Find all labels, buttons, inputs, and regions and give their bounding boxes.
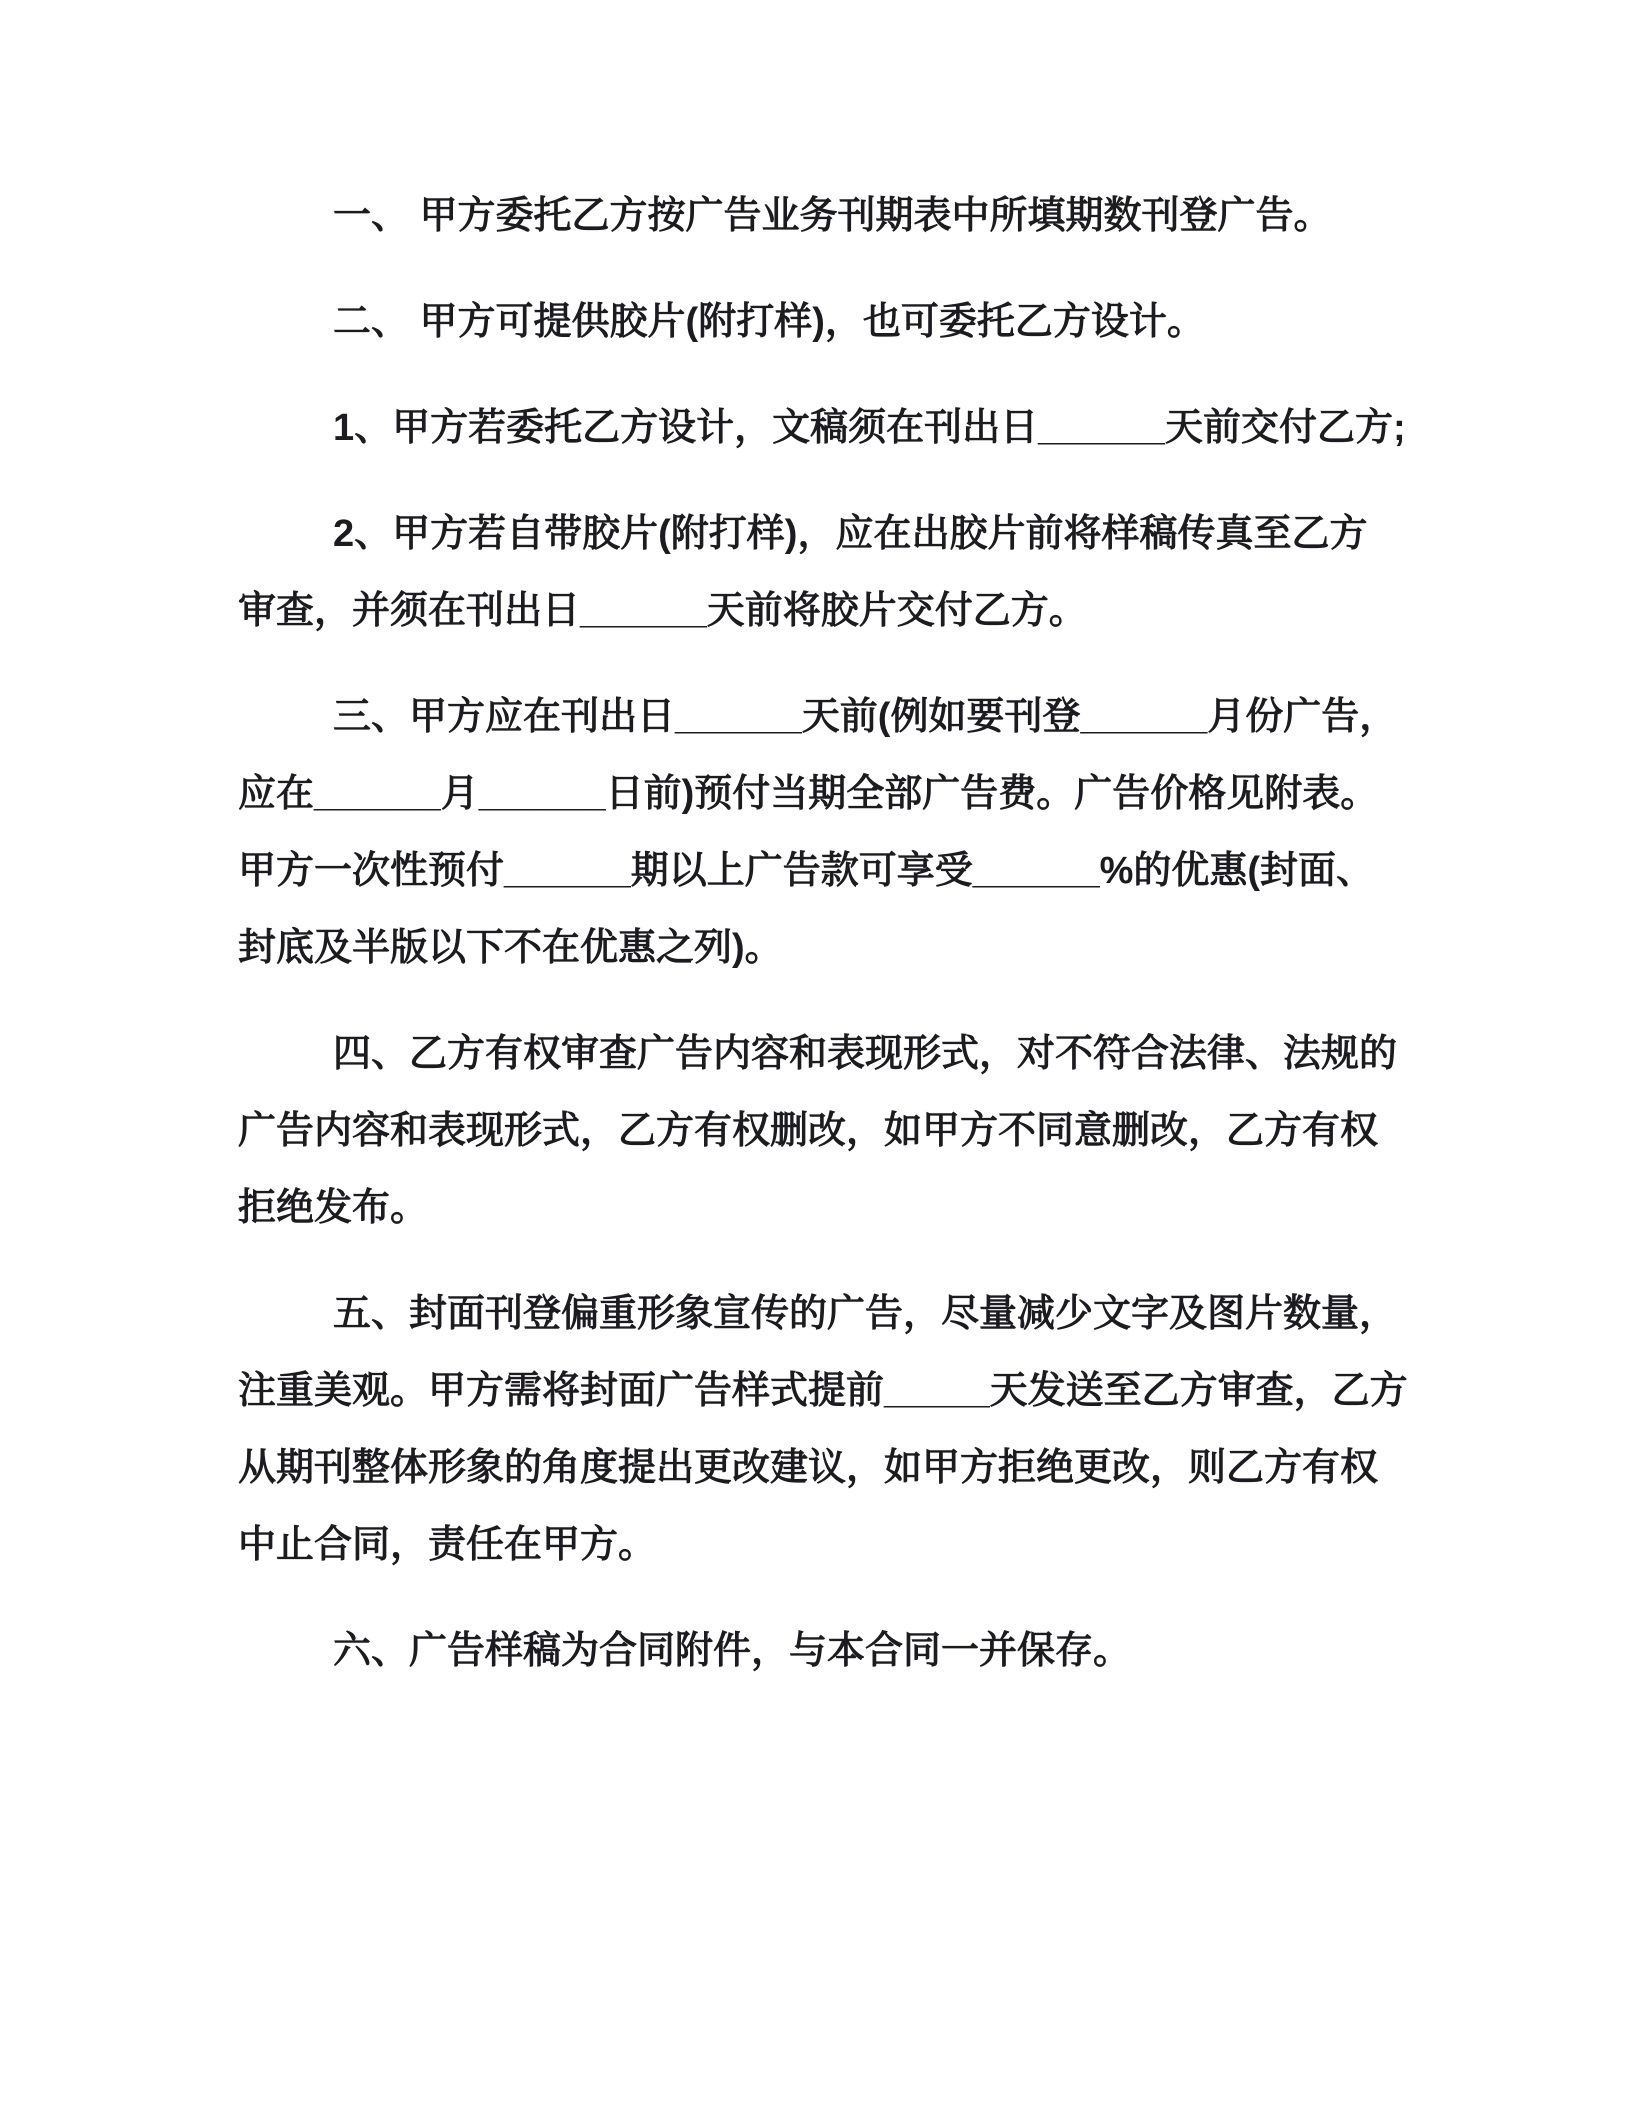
paragraph-clause-2-item-1 [238,390,1406,467]
document-line: 1、甲方若委托乙方设计，文稿须在刊出日______天前交付乙方; [333,407,1406,449]
paragraph-clause-2 [238,284,1394,361]
document-line: 中止合同，责任在甲方。 [238,1524,657,1566]
document-line: 应在______月______日前)预付当期全部广告费。广告价格见附表。 [238,773,1379,815]
document-line: 拒绝发布。 [238,1187,429,1229]
paragraph-clause-2-item-2 [238,496,1394,650]
document-line: 审查，并须在刊出日______天前将胶片交付乙方。 [238,590,1087,632]
document-line: 五、封面刊登偏重形象宣传的广告，尽量减少文字及图片数量， [333,1293,1398,1335]
document-line: 甲方一次性预付______期以上广告款可享受______%的优惠(封面、 [238,850,1375,892]
document-line: 从期刊整体形象的角度提出更改建议，如甲方拒绝更改，则乙方有权 [238,1447,1379,1489]
document-line: 三、甲方应在刊出日______天前(例如要刊登______月份广告， [333,696,1398,738]
document-line: 六、广告样稿为合同附件，与本合同一并保存。 [333,1630,1132,1672]
paragraph-clause-3 [238,679,1398,987]
document-line: 2、甲方若自带胶片(附打样)，应在出胶片前将样稿传真至乙方 [333,513,1368,555]
paragraph-clause-4 [238,1016,1398,1247]
paragraph-clause-1 [238,178,1394,255]
document-line: 四、乙方有权审查广告内容和表现形式，对不符合法律、法规的 [333,1033,1398,1075]
document-line: 二、 甲方可提供胶片(附打样)，也可委托乙方设计。 [333,301,1205,343]
document-line: 广告内容和表现形式，乙方有权删改，如甲方不同意删改，乙方有权 [238,1110,1379,1152]
paragraph-clause-6 [238,1613,1394,1690]
document-line: 一、 甲方委托乙方按广告业务刊期表中所填期数刊登广告。 [333,195,1332,237]
document-line: 封底及半版以下不在优惠之列)。 [238,927,783,969]
paragraph-clause-5 [238,1276,1408,1584]
document-line: 注重美观。甲方需将封面广告样式提前_____天发送至乙方审查，乙方 [238,1370,1408,1412]
